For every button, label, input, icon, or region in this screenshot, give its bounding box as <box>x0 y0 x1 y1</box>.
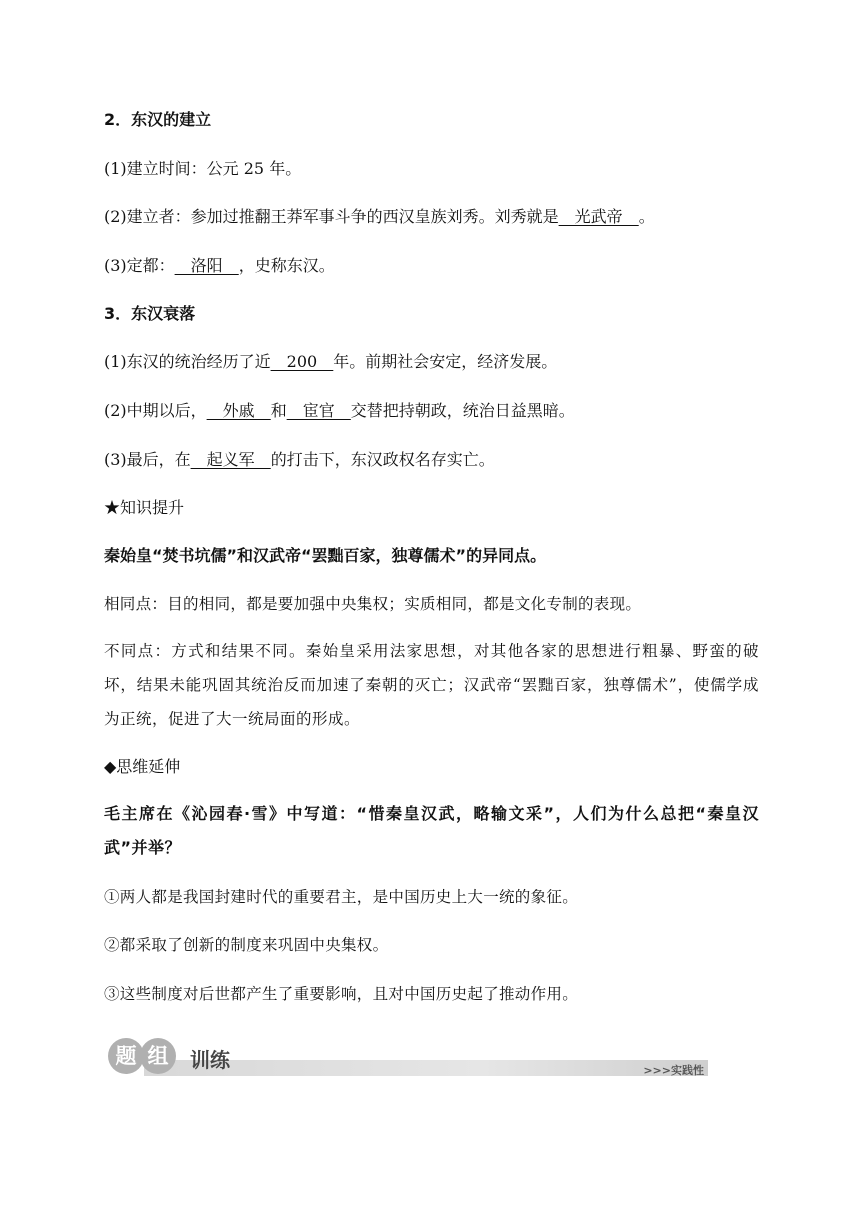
thinking-answer: ②都采取了创新的制度来巩固中央集权。 <box>104 936 389 954</box>
section-heading: 2．东汉的建立 <box>104 110 212 129</box>
item-text: 年。前期社会安定，经济发展。 <box>333 352 558 371</box>
thinking-question: 毛主席在《沁园春·雪》中写道：“惜秦皇汉武，略输文采”，人们为什么总把“秦皇汉武”并举？ <box>104 804 759 857</box>
thinking-answer: ③这些制度对后世都产生了重要影响，且对中国历史起了推动作用。 <box>104 985 579 1003</box>
section-banner <box>104 1036 708 1080</box>
fill-blank-answer: __光武帝__ <box>558 207 639 226</box>
list-item <box>104 401 575 421</box>
item-text: (1)东汉的统治经历了近 <box>104 352 271 371</box>
list-item <box>104 450 495 470</box>
fill-blank-answer: __200__ <box>270 352 334 371</box>
item-text: 。 <box>638 207 655 226</box>
banner-tag: >>>实践性 <box>643 1064 704 1077</box>
item-text: 和 <box>270 401 287 420</box>
thinking-label: ◆思维延伸 <box>104 757 181 776</box>
fill-blank-answer: __宦官__ <box>286 401 351 420</box>
item-text: (2)建立者：参加过推翻王莽军事斗争的西汉皇族刘秀。刘秀就是 <box>104 207 559 226</box>
banner-circle-char: 题 <box>108 1038 144 1074</box>
knowledge-label: ★知识提升 <box>104 498 185 517</box>
item-text: (3)最后，在 <box>104 450 191 469</box>
item-text: 的打击下，东汉政权名存实亡。 <box>270 450 495 469</box>
list-item <box>104 352 557 372</box>
item-text: 交替把持朝政，统治日益黑暗。 <box>350 401 575 420</box>
section-heading: 3．东汉衰落 <box>104 304 196 323</box>
fill-blank-answer: __洛阳__ <box>174 256 239 275</box>
knowledge-same: 相同点：目的相同，都是要加强中央集权；实质相同，都是文化专制的表现。 <box>104 595 642 613</box>
list-item <box>104 207 655 227</box>
knowledge-question: 秦始皇“焚书坑儒”和汉武帝“罢黜百家，独尊儒术”的异同点。 <box>104 546 547 565</box>
item-text: (2)中期以后， <box>104 401 207 420</box>
fill-blank-answer: __外戚__ <box>206 401 271 420</box>
banner-title: 训练 <box>190 1048 230 1072</box>
item-text: ，史称东汉。 <box>238 256 335 275</box>
banner-circle-char: 组 <box>140 1038 176 1074</box>
knowledge-diff: 不同点：方式和结果不同。秦始皇采用法家思想，对其他各家的思想进行粗暴、野蛮的破坏，结果未能巩固其统治反而加速了秦朝的灭亡；汉武帝“罢黜百家，独尊儒术”，使儒学成为正统，促进了大一统局面的形成。 <box>104 642 759 728</box>
thinking-answer: ①两人都是我国封建时代的重要君主，是中国历史上大一统的象征。 <box>104 888 579 906</box>
fill-blank-answer: __起义军__ <box>190 450 271 469</box>
list-item: (1)建立时间：公元 25 年。 <box>104 159 302 178</box>
list-item <box>104 256 335 276</box>
item-text: (3)定都： <box>104 256 175 275</box>
